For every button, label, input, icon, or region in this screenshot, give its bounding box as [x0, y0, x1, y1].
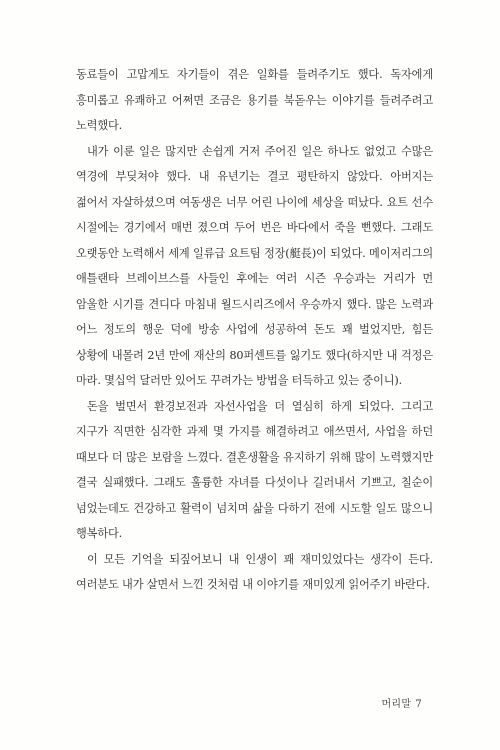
body-text: [76, 62, 433, 598]
running-section-title: 머리말: [381, 699, 412, 710]
paragraph-3: 돈을 벌면서 환경보전과 자선사업을 더 열심히 하게 되었다. 그리고 지구가 직면한 심각한 과제 몇 가지를 해결하려고 애쓰면서, 사업을 하던 때보다 더 많은 보람을 느꼈다. 결혼생활을 유지하기 위해 많이 노력했지만 결국 실패했다. 그래도 훌륭한 자녀를 다섯이나 길러내서 기쁘고, 칠순이 넘었는데도 건강하고 활력이 넘치며 삶을 다하기 전에 시도할 일도 많으니 행복하다.: [76, 399, 433, 540]
page-footer: [381, 695, 422, 710]
paragraph-4: 이 모든 기억을 되짚어보니 내 인생이 꽤 재미있었다는 생각이 든다. 여러분도 내가 살면서 느낀 것처럼 내 이야기를 재미있게 읽어주기 바란다.: [76, 552, 433, 591]
page-number: 7: [415, 699, 422, 710]
paragraph-2: 내가 이룬 일은 많지만 손쉽게 거저 주어진 일은 하나도 없었고 수많은 역경에 부딪쳐야 했다. 내 유년기는 결코 평탄하지 않았다. 아버지는 젊어서 자살하셨으며 여동생은 너무 어린 나이에 세상을 떠났다. 요트 선수 시절에는 경기에서 매번 졌으며 두어 번은 바다에서 죽을 뻔했다. 그래도 오랫동안 노력해서 세계 일류급 요트팀 정장(艇長)이 되었다. 메이저리그의 애틀랜타 브레이브스를 사들인 후에는 여러 시즌 우승과는 거리가 먼 암울한 시기를 견디다 마침내 월드시리즈에서 우승까지 했다. 많은 노력과 어느 정도의 행운 덕에 방송 사업에 성공하여 돈도 꽤 벌었지만, 힘든 상황에 내몰려 2년 만에 재산의 80퍼센트를 잃기도 했다(하지만 내 걱정은 마라. 몇십억 달러만 있어도 꾸려가는 방법을 터득하고 있는 중이니).: [76, 144, 433, 387]
paragraph-1: 동료들이 고맙게도 자기들이 겪은 일화를 들려주기도 했다. 독자에게 흥미롭고 유쾌하고 어쩌면 조금은 용기를 북돋우는 이야기를 들려주려고 노력했다.: [76, 68, 433, 132]
